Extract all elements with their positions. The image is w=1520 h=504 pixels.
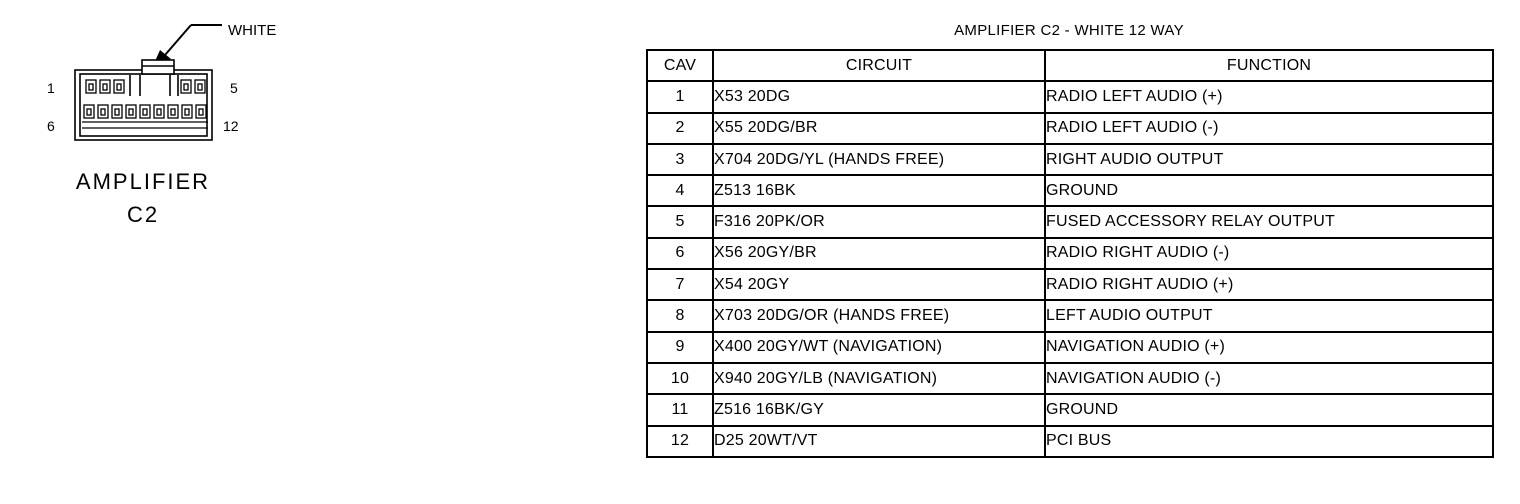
function-cell: RADIO LEFT AUDIO (+) — [1045, 81, 1493, 112]
cav-cell: 10 — [647, 363, 713, 394]
cav-cell: 9 — [647, 332, 713, 363]
function-cell: GROUND — [1045, 394, 1493, 425]
function-cell: FUSED ACCESSORY RELAY OUTPUT — [1045, 206, 1493, 237]
connector-diagram — [0, 0, 320, 260]
function-cell: GROUND — [1045, 175, 1493, 206]
circuit-cell: X56 20GY/BR — [713, 238, 1045, 269]
header-circuit: CIRCUIT — [713, 50, 1045, 81]
circuit-cell: X400 20GY/WT (NAVIGATION) — [713, 332, 1045, 363]
function-cell: PCI BUS — [1045, 426, 1493, 457]
color-callout-label: WHITE — [228, 22, 277, 39]
table-row — [647, 175, 1493, 206]
circuit-cell: X703 20DG/OR (HANDS FREE) — [713, 300, 1045, 331]
function-cell: NAVIGATION AUDIO (-) — [1045, 363, 1493, 394]
circuit-cell: X54 20GY — [713, 269, 1045, 300]
function-cell: RADIO RIGHT AUDIO (-) — [1045, 238, 1493, 269]
pin-label-12: 12 — [223, 118, 239, 134]
pin-label-1: 1 — [47, 80, 55, 96]
table-row — [647, 238, 1493, 269]
connector-name-line1: AMPLIFIER — [75, 169, 211, 194]
table-row — [647, 363, 1493, 394]
function-cell: LEFT AUDIO OUTPUT — [1045, 300, 1493, 331]
circuit-cell: X940 20GY/LB (NAVIGATION) — [713, 363, 1045, 394]
table-body — [647, 81, 1493, 457]
cav-cell: 3 — [647, 144, 713, 175]
table-row — [647, 269, 1493, 300]
pin-label-6: 6 — [47, 118, 55, 134]
table-row — [647, 300, 1493, 331]
function-cell: NAVIGATION AUDIO (+) — [1045, 332, 1493, 363]
circuit-cell: X55 20DG/BR — [713, 113, 1045, 144]
table-title: AMPLIFIER C2 - WHITE 12 WAY — [954, 22, 1184, 39]
bottom-row-terminals — [82, 105, 208, 128]
cav-cell: 8 — [647, 300, 713, 331]
table-row — [647, 332, 1493, 363]
cav-cell: 11 — [647, 394, 713, 425]
circuit-cell: Z513 16BK — [713, 175, 1045, 206]
table-row — [647, 206, 1493, 237]
table-row — [647, 144, 1493, 175]
function-cell: RIGHT AUDIO OUTPUT — [1045, 144, 1493, 175]
cav-cell: 6 — [647, 238, 713, 269]
table-row — [647, 426, 1493, 457]
header-cav: CAV — [647, 50, 713, 81]
cav-cell: 4 — [647, 175, 713, 206]
top-row-terminals — [86, 80, 205, 93]
color-callout-leader — [165, 25, 222, 55]
cav-cell: 2 — [647, 113, 713, 144]
function-cell: RADIO RIGHT AUDIO (+) — [1045, 269, 1493, 300]
cav-cell: 12 — [647, 426, 713, 457]
pinout-table — [646, 49, 1494, 458]
circuit-cell: X704 20DG/YL (HANDS FREE) — [713, 144, 1045, 175]
circuit-cell: F316 20PK/OR — [713, 206, 1045, 237]
circuit-cell: X53 20DG — [713, 81, 1045, 112]
table-header-row — [647, 50, 1493, 81]
function-cell: RADIO LEFT AUDIO (-) — [1045, 113, 1493, 144]
pin-label-5: 5 — [230, 80, 238, 96]
cav-cell: 5 — [647, 206, 713, 237]
cav-cell: 1 — [647, 81, 713, 112]
table-row — [647, 113, 1493, 144]
circuit-cell: D25 20WT/VT — [713, 426, 1045, 457]
connector-name-line2: C2 — [126, 202, 160, 227]
cav-cell: 7 — [647, 269, 713, 300]
table-row — [647, 394, 1493, 425]
table-row — [647, 81, 1493, 112]
circuit-cell: Z516 16BK/GY — [713, 394, 1045, 425]
header-function: FUNCTION — [1045, 50, 1493, 81]
